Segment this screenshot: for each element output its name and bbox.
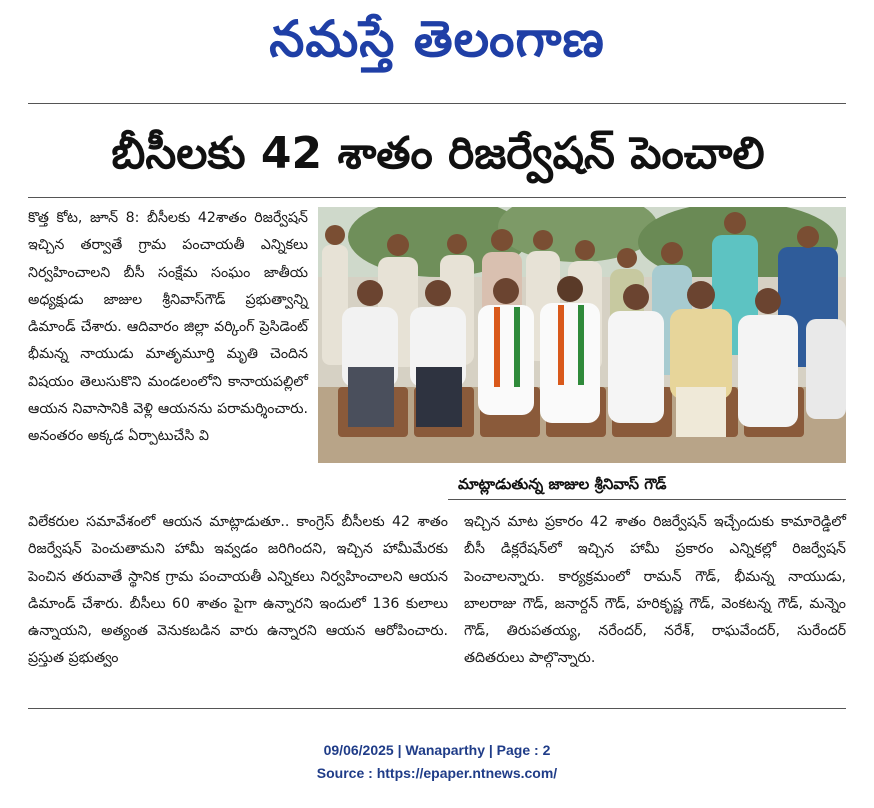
- article-body-left: [28, 205, 308, 451]
- article-headline: బీసీలకు 42 శాతం రిజర్వేషన్ పెంచాలి: [111, 128, 765, 179]
- masthead-logo: నమస్తే తెలంగాణ: [269, 10, 605, 68]
- article-body-lower-left: [28, 509, 448, 673]
- article-paragraph-right: ఇచ్చిన మాట ప్రకారం 42 శాతం రిజర్వేషన్ ఇచ్చేందుకు కామారెడ్డిలో బీసీ డిక్లరేషన్‌లో ఇచ్చిన హామీ ప్రకారం ఎన్నికల్లో రిజర్వేషన్ పెంచాలన్నారు. కార్యక్రమంలో రామన్ గౌడ్, భీమన్న నాయుడు, బాలరాజు గౌడ్, జనార్దన్ గౌడ్, హరికృష్ణ గౌడ్, వెంకటన్న గౌడ్, మన్నెం గౌడ్, తిరుపతయ్య, నరేందర్, నరేశ్, రాఘవేందర్, సురేందర్ తదితరులు పాల్గొన్నారు.: [464, 514, 846, 667]
- footer-date-line: 09/06/2025 | Wanaparthy | Page : 2: [323, 742, 551, 758]
- headline-bottom-rule: [28, 197, 846, 198]
- article-body-right: [464, 509, 846, 673]
- article-paragraph-lower-left: విలేకరుల సమావేశంలో ఆయన మాట్లాడుతూ.. కాంగ్రెస్ బీసీలకు 42 శాతం రిజర్వేషన్ పెంచుతామని హామీ ఇవ్వడం జరిగిందని, ఇచ్చిన హామీమేరకు పెంచిన తరువాతే స్థానిక గ్రామ పంచాయతీ ఎన్నికలు నిర్వహించాలని ఆయన డిమాండ్ చేశారు. బీసీలు 60 శాతం పైగా ఉన్నారని ఇందులో 136 కులాలు ఉన్నాయని, అత్యంత వెనుకబడిన వారు ఉన్నారని ఆయన ఆరోపించారు. ప్రస్తుత ప్రభుత్వం: [28, 514, 448, 667]
- footer-source-line: Source : https://epaper.ntnews.com/: [316, 765, 558, 781]
- top-rule: [28, 103, 846, 104]
- caption-rule: [448, 499, 846, 500]
- photo-caption: మాట్లాడుతున్న జాజుల శ్రీనివాస్ గౌడ్: [458, 475, 667, 493]
- news-photo: [318, 207, 846, 463]
- cropped-next-headline: [360, 722, 440, 730]
- article-paragraph-left: కొత్త కోట, జూన్ 8: బీసీలకు 42శాతం రిజర్వేషన్ ఇచ్చిన తర్వాతే గ్రామ పంచాయతీ ఎన్నికలు నిర్వహించాలని బీసీ సంక్షేమ సంఘం జాతీయ అధ్యక్షుడు జాజుల శ్రీనివాస్‌గౌడ్ ప్రభుత్వాన్ని డిమాండ్ చేశారు. ఆదివారం జిల్లా వర్కింగ్ ప్రెసిడెంట్ భీమన్న నాయుడు మాతృమూర్తి మృతి చెందిన విషయం తెలుసుకొని మండలంలోని కానాయపల్లిలో ఆయన నివాసానికి వెళ్లి ఆయనను పరామర్శించారు. అనంతరం అక్కడ ఏర్పాటుచేసి వి: [28, 210, 308, 445]
- bottom-rule: [28, 708, 846, 709]
